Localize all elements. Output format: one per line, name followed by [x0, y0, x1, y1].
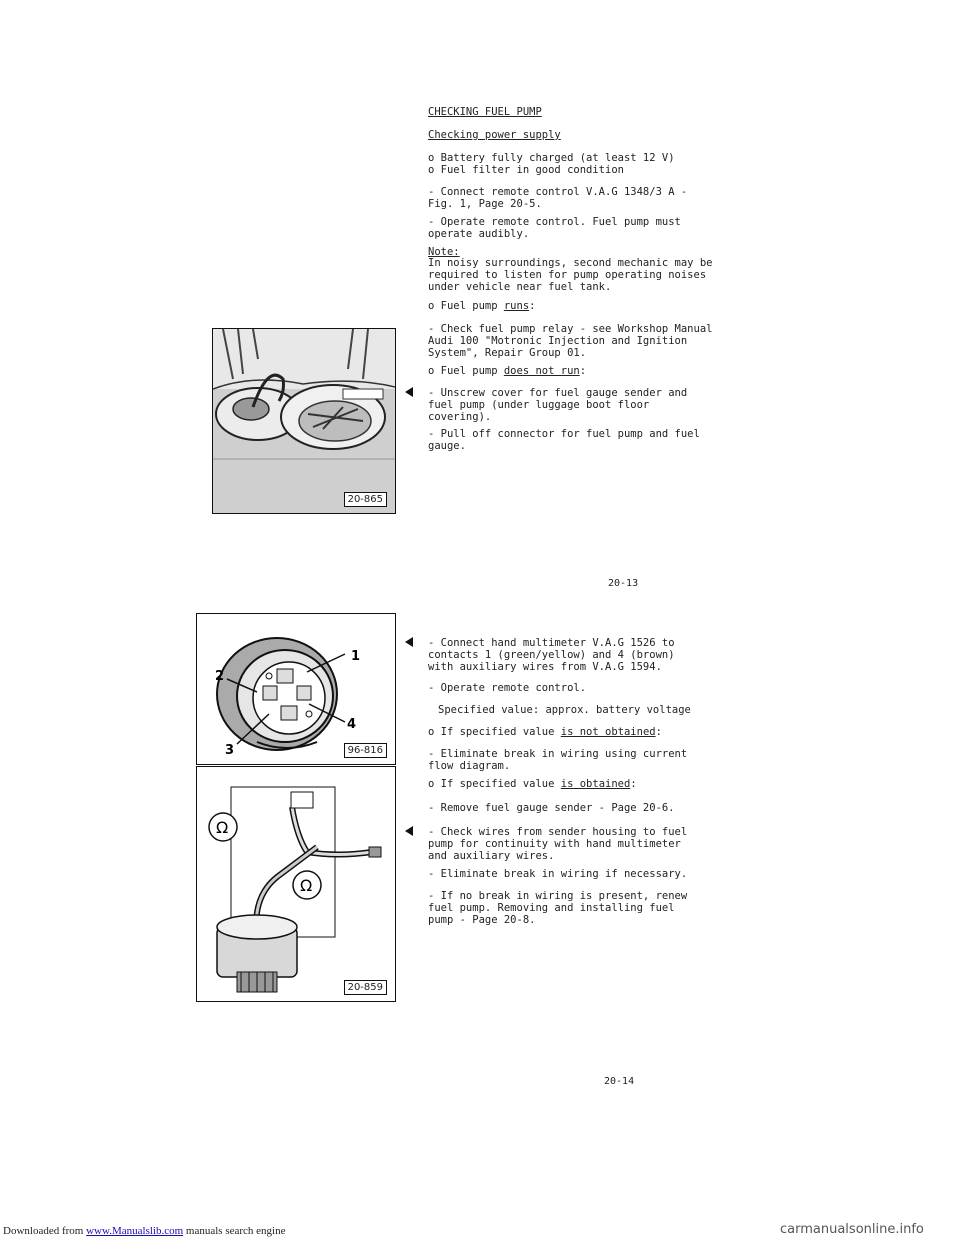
callout-1: 1 — [351, 649, 361, 664]
condition-not-run: o Fuel pump does not run: — [428, 365, 587, 377]
pointer-arrow-icon — [405, 387, 413, 397]
section-title: CHECKING FUEL PUMP — [428, 106, 542, 118]
step-unscrew-cover: - Unscrew cover for fuel gauge sender and fuel pump (under luggage boot floor covering). — [428, 387, 688, 423]
step-operate-remote: - Operate remote control. — [428, 682, 587, 694]
pointer-arrow-icon — [405, 826, 413, 836]
condition-not-obtained: o If specified value is not obtained: — [428, 726, 662, 738]
callout-3: 3 — [225, 743, 235, 758]
condition-obtained: o If specified value is obtained: — [428, 778, 637, 790]
note-label: Note: — [428, 246, 460, 258]
connector-illustration — [197, 614, 395, 764]
step-eliminate-break: - Eliminate break in wiring using current flow diagram. — [428, 748, 688, 772]
watermark: carmanualsonline.info — [780, 1222, 924, 1237]
figure-label: 20-859 — [344, 980, 387, 995]
pump-illustration — [197, 767, 395, 1001]
figure-label: 20-865 — [344, 492, 387, 507]
step-pull-connector: - Pull off connector for fuel pump and fuel gauge. — [428, 428, 700, 452]
note-text: In noisy surroundings, second mechanic may be required to listen for pump operating noises under vehicle near fuel tank. — [428, 257, 713, 293]
page-number: 20-13 — [608, 578, 639, 589]
page-number: 20-14 — [604, 1076, 635, 1087]
step-connect-remote: - Connect remote control V.A.G 1348/3 A - Fig. 1, Page 20-5. — [428, 186, 688, 210]
step-check-wires: - Check wires from sender housing to fuel pump for continuity with hand multimeter and auxiliary wires. — [428, 826, 688, 862]
callout-4: 4 — [347, 717, 357, 732]
fuel-tank-illustration — [213, 329, 395, 513]
step-renew-pump: - If no break in wiring is present, renew fuel pump. Removing and installing fuel pump - Page 20-8. — [428, 890, 688, 926]
condition-runs: o Fuel pump runs: — [428, 300, 536, 312]
figure-connector — [196, 613, 396, 765]
step-eliminate-if-necessary: - Eliminate break in wiring if necessary. — [428, 868, 688, 880]
step-check-relay: - Check fuel pump relay - see Workshop Manual Audi 100 "Motronic Injection and Ignition System", Repair Group 01. — [428, 323, 713, 359]
manualslib-link[interactable]: www.Manualslib.com — [86, 1225, 184, 1237]
ohmmeter-top-icon: Ω — [216, 818, 229, 837]
section-subtitle: Checking power supply — [428, 129, 561, 141]
step-remove-sender: - Remove fuel gauge sender - Page 20-6. — [428, 802, 675, 814]
pointer-arrow-icon — [405, 637, 413, 647]
step-operate-remote: - Operate remote control. Fuel pump must operate audibly. — [428, 216, 681, 240]
ohmmeter-bottom-icon: Ω — [300, 876, 313, 895]
bullet-battery: o Battery fully charged (at least 12 V) — [428, 152, 675, 164]
bullet-filter: o Fuel filter in good condition — [428, 164, 624, 176]
download-footer: Downloaded from www.Manualslib.com manuals search engine — [3, 1225, 286, 1237]
figure-label: 96-816 — [344, 743, 387, 758]
callout-2: 2 — [215, 669, 225, 684]
step-connect-multimeter: - Connect hand multimeter V.A.G 1526 to contacts 1 (green/yellow) and 4 (brown) with auxiliary wires from V.A.G 1594. — [428, 637, 675, 673]
specified-value: Specified value: approx. battery voltage — [438, 704, 691, 716]
figure-fuel-tank-sender — [212, 328, 396, 514]
figure-pump-continuity — [196, 766, 396, 1002]
